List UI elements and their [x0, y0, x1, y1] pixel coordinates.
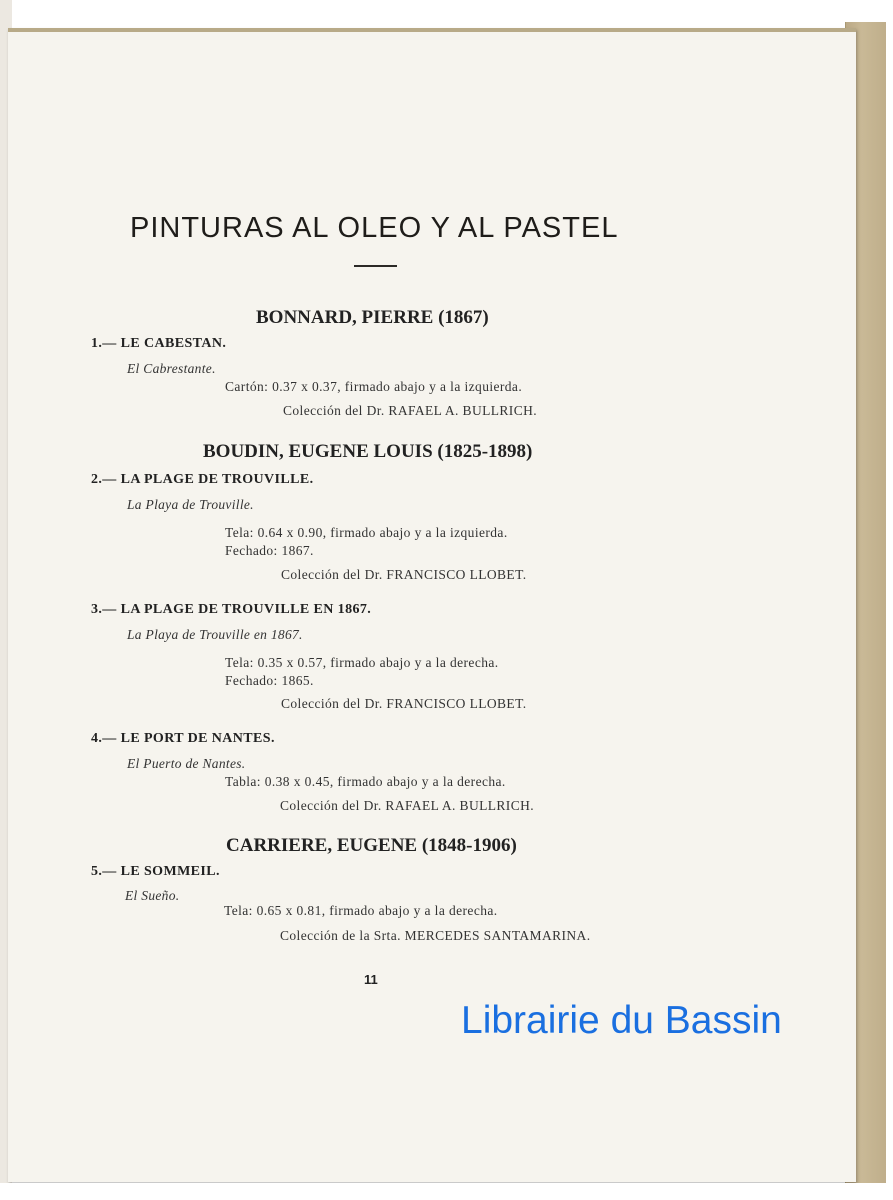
- item-translation: La Playa de Trouville.: [127, 497, 254, 512]
- item-translation: El Cabrestante.: [127, 361, 216, 376]
- page-number: 11: [364, 972, 378, 987]
- item-detail: Tela: 0.64 x 0.90, firmado abajo y a la izquierda.: [225, 525, 508, 540]
- item-title: 4.— LE PORT DE NANTES.: [91, 731, 275, 746]
- item-title: 3.— LA PLAGE DE TROUVILLE EN 1867.: [91, 602, 372, 617]
- artist-heading: CARRIERE, EUGENE (1848-1906): [226, 835, 517, 856]
- artist-heading: BOUDIN, EUGENE LOUIS (1825-1898): [203, 441, 533, 462]
- heading-rule: [354, 265, 397, 267]
- item-translation: El Sueño.: [125, 888, 180, 903]
- item-detail: Tela: 0.65 x 0.81, firmado abajo y a la derecha.: [224, 903, 498, 918]
- item-detail: Fechado: 1865.: [225, 673, 314, 688]
- item-detail: Cartón: 0.37 x 0.37, firmado abajo y a la izquierda.: [225, 379, 523, 394]
- item-collection: Colección del Dr. RAFAEL A. BULLRICH.: [280, 798, 535, 813]
- item-title: 5.— LE SOMMEIL.: [91, 864, 220, 879]
- item-collection: Colección del Dr. FRANCISCO LLOBET.: [281, 696, 527, 711]
- item-detail: Tabla: 0.38 x 0.45, firmado abajo y a la derecha.: [225, 774, 506, 789]
- item-collection: Colección de la Srta. MERCEDES SANTAMARINA.: [280, 928, 591, 943]
- page-heading: PINTURAS AL OLEO Y AL PASTEL: [130, 212, 619, 244]
- item-collection: Colección del Dr. FRANCISCO LLOBET.: [281, 567, 527, 582]
- item-title: 1.— LE CABESTAN.: [91, 336, 227, 351]
- item-detail: Tela: 0.35 x 0.57, firmado abajo y a la derecha.: [225, 655, 499, 670]
- item-translation: El Puerto de Nantes.: [127, 756, 246, 771]
- item-title: 2.— LA PLAGE DE TROUVILLE.: [91, 472, 314, 487]
- artist-heading: BONNARD, PIERRE (1867): [256, 307, 489, 328]
- background-bottom: [0, 1183, 893, 1200]
- item-collection: Colección del Dr. RAFAEL A. BULLRICH.: [283, 403, 538, 418]
- watermark-text: Librairie du Bassin: [461, 999, 782, 1042]
- item-detail: Fechado: 1867.: [225, 543, 314, 558]
- item-translation: La Playa de Trouville en 1867.: [127, 627, 303, 642]
